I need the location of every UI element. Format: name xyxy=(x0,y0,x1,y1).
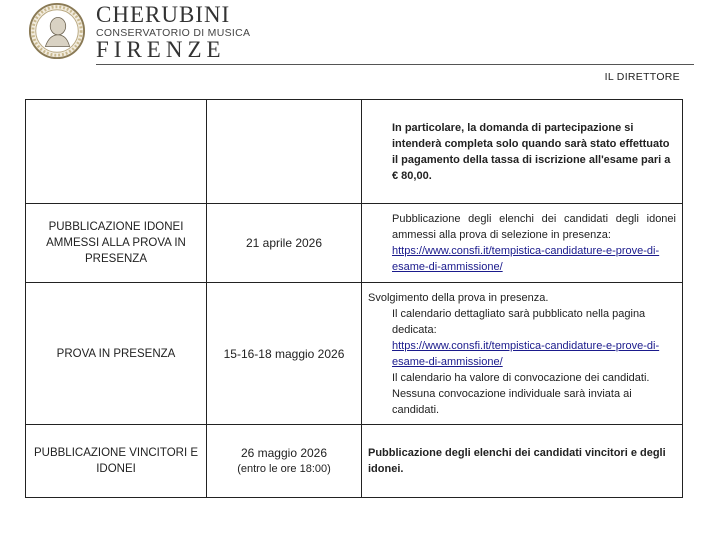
table-row xyxy=(26,100,683,204)
final-publication-text: Pubblicazione degli elenchi dei candidati vincitori e degli idonei. xyxy=(368,447,666,475)
logo-line-conservatorio: CONSERVATORIO DI MUSICA xyxy=(96,27,251,39)
exam-description-text: Svolgimento della prova in presenza. xyxy=(368,291,549,304)
date-cell: 15-16-18 maggio 2026 xyxy=(207,283,362,425)
logo-line-firenze: FIRENZE xyxy=(96,37,226,62)
conservatory-seal-logo xyxy=(28,2,86,60)
page-header xyxy=(0,0,720,90)
logo-line-cherubini: CHERUBINI xyxy=(96,2,231,27)
table-row xyxy=(26,425,683,498)
description-cell xyxy=(362,100,683,204)
director-label: IL DIRETTORE xyxy=(604,71,680,83)
logo-wordmark xyxy=(96,4,250,61)
publication-text: Pubblicazione degli elenchi dei candidati degli idonei ammessi alla prova di selezione in presenza: xyxy=(392,213,676,241)
date-value: 26 maggio 2026 xyxy=(240,446,328,460)
schedule-link[interactable]: https://www.consfi.it/tempistica-candidature-e-prove-di-esame-di-ammissione/ xyxy=(392,339,660,368)
schedule-link[interactable]: https://www.consfi.it/tempistica-candidature-e-prove-di-esame-di-ammissione/ xyxy=(392,245,660,273)
table-row xyxy=(26,204,683,283)
header-divider xyxy=(96,64,694,65)
phase-cell xyxy=(26,100,207,204)
phase-cell: PUBBLICAZIONE VINCITORI E IDONEI xyxy=(26,425,207,498)
description-cell xyxy=(362,283,683,425)
admission-schedule-table xyxy=(25,99,683,498)
phase-cell: PUBBLICAZIONE IDONEI AMMESSI ALLA PROVA IN PRESENZA xyxy=(26,204,207,283)
date-cell xyxy=(207,100,362,204)
date-cell xyxy=(207,425,362,498)
calendar-notice-text: Il calendario dettagliato sarà pubblicato nella pagina dedicata: xyxy=(392,307,646,336)
table-row xyxy=(26,283,683,425)
date-note: (entro le ore 18:00) xyxy=(237,463,331,475)
date-cell: 21 aprile 2026 xyxy=(207,204,362,283)
phase-cell: PROVA IN PRESENZA xyxy=(26,283,207,425)
description-cell xyxy=(362,204,683,283)
convocation-notice-text: Il calendario ha valore di convocazione dei candidati. Nessuna convocazione individuale sarà inviata ai candidati. xyxy=(392,371,650,416)
payment-requirement-text: In particolare, la domanda di partecipazione si intenderà completa solo quando sarà stato effettuato il pagamento della tassa di iscrizione all'esame pari a € 80,00. xyxy=(392,121,671,182)
description-cell xyxy=(362,425,683,498)
